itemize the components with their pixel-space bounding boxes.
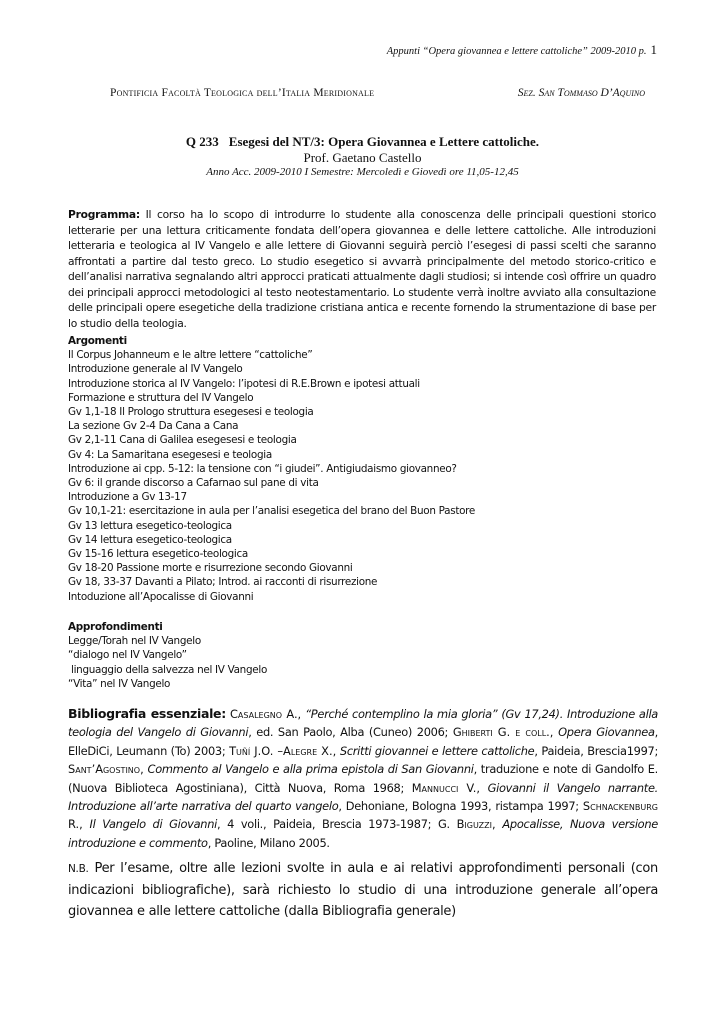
list-item: Il Corpus Johanneum e le altre lettere “cattoliche” [68,349,313,362]
bib-author: Ghiberti G. e coll., [452,725,554,740]
list-item: Formazione e struttura del IV Vangelo [68,391,254,404]
nota-bene-paragraph [68,858,658,922]
running-header-text: Appunti “Opera giovannea e lettere cattoliche” 2009-2010 p. [386,46,647,57]
bib-title: Commento al Vangelo e alla prima epistola di San Giovanni [147,762,474,777]
list-item: Legge/Torah nel IV Vangelo [68,635,201,648]
list-item: Introduzione a Gv 13-17 [68,491,187,504]
bib-author: Tuñí J.O. –Alegre X., [229,743,337,758]
nota-bene-text: Per l’esame, oltre alle lezioni svolte in aula e ai relativi approfondimenti personali (con indicazioni bibliografiche), sarà richiesto lo studio di una introduzione generale all’opera giovannea e alle lettere cattoliche (dalla Bibliografia generale) [68,861,658,919]
list-item: Gv 18-20 Passione morte e risurrezione secondo Giovanni [68,562,353,575]
list-item: Gv 2,1-11 Cana di Galilea esegesesi e teologia [68,434,297,447]
page-number: 1 [650,42,657,57]
bib-title: Opera Giovannea [558,725,655,740]
course-year: Anno Acc. 2009-2010 I Semestre: Mercoledì e Giovedì ore 11,05-12,45 [206,166,519,178]
bib-author: Casalegno A., [229,707,302,721]
course-title [0,134,725,150]
list-item: Introduzione generale al IV Vangelo [68,363,243,376]
bib-publisher: , ElleDiCi, Leumann (To) 2003; [68,725,658,758]
bib-publisher: , Paideia, Brescia1997; [534,743,659,758]
bib-author: Schnackenburg R., [68,799,658,832]
bib-publisher: , Dehoniane, Bologna 1993, ristampa 1997; [338,799,579,814]
institution-line [110,87,645,99]
list-item: Gv 13 lettura esegetico-teologica [68,519,232,532]
list-item: “dialogo nel IV Vangelo” [68,649,187,662]
bib-author: Mannucci V., [411,780,480,795]
bib-title: “Perché contemplino la mia gloria” (Gv 17,24). Introduzione alla teologia del Vangelo di Giovanni [68,707,658,740]
list-item: La sezione Gv 2-4 Da Cana a Cana [68,420,239,433]
approfondimenti-section [68,620,658,691]
list-item: Gv 6: il grande discorso a Cafarnao sul pane di vita [68,477,319,490]
bib-title: Scritti giovannei e lettere cattoliche [339,743,535,758]
institution-name: Pontificia Facoltà Teologica dell’Italia Meridionale [110,87,375,99]
list-item: Gv 14 lettura esegetico-teologica [68,533,232,546]
bib-author: Biguzzi, [456,817,496,832]
running-header [387,42,657,58]
course-professor: Prof. Gaetano Castello [303,150,422,165]
approfondimenti-heading: Approfondimenti [68,621,163,633]
bibliografia-heading: Bibliografia essenziale: [68,706,226,721]
bibliografia-paragraph [68,705,658,852]
list-item: Gv 10,1-21: esercitazione in aula per l’analisi esegetica del brano del Buon Pastore [68,505,475,518]
programma-text: Il corso ha lo scopo di introdurre lo studente alla conoscenza delle principali questioni storico letterarie per una lettura criticamente fondata dell’opera giovannea e delle lettere cattoliche. Alle introduzioni letteraria e teologica al IV Vangelo e alle lettere di Giovanni seguirà perciò l’esegesi di passi scelti che saranno affrontati a partire dal testo greco. Lo studio esegetico si avvarrà principalmente del metodo storico-critico e dell’analisi narrativa segnalando altri approcci praticati attualmente dagli studiosi; si intende così offrire un quadro dei principali approcci metodologici al testo neotestamentario. Lo studente verrà inoltre avviato alla consultazione delle principali opere esegetiche della tradizione cristiana antica e recente fornendo la strumentazione di base per lo studio della teologia. [68,208,657,330]
argomenti-heading: Argomenti [68,335,127,347]
course-code: Q 233 [185,134,219,149]
bib-title: Giovanni il Vangelo narrante. Introduzione all’arte narrativa del quarto vangelo [68,780,658,814]
bib-publisher: , 4 voli., Paideia, Brescia 1973-1987; G. [217,817,450,832]
list-item: “Vita” nel IV Vangelo [68,677,171,690]
programma-paragraph [68,207,656,331]
course-header [0,134,725,179]
course-title-text: Esegesi del NT/3: Opera Giovannea e Lettere cattoliche. [228,134,540,149]
argomenti-section [68,334,658,604]
bib-author: Sant’Agostino, [68,762,144,777]
bib-publisher: , traduzione e note di Gandolfo E. (Nuova Biblioteca Agostiniana), Città Nuova, Roma 1968; [68,762,658,795]
list-item: Gv 1,1-18 Il Prologo struttura esegesesi e teologia [68,406,314,419]
list-item: Gv 18, 33-37 Davanti a Pilato; Introd. ai racconti di risurrezione [68,576,378,589]
list-item: Gv 15-16 lettura esegetico-teologica [68,548,248,561]
bib-title: Apocalisse, Nuova versione introduzione e commento [68,817,658,850]
list-item: Introduzione ai cpp. 5-12: la tensione con “i giudei”. Antigiudaismo giovanneo? [68,462,457,475]
bib-title: Il Vangelo di Giovanni [89,817,218,832]
programma-label: Programma: [68,208,140,221]
list-item: linguaggio della salvezza nel IV Vangelo [68,663,267,676]
list-item: Gv 4: La Samaritana esegesesi e teologia [68,448,272,461]
list-item: Intoduzione all’Apocalisse di Giovanni [68,590,254,603]
institution-section: Sez. San Tommaso D’Aquino [517,87,645,99]
bib-publisher: , ed. San Paolo, Alba (Cuneo) 2006; [248,725,449,740]
nota-bene-label: N.B. [68,863,89,875]
bib-publisher: , Paoline, Milano 2005. [207,835,330,850]
list-item: Introduzione storica al IV Vangelo: l’ipotesi di R.E.Brown e ipotesi attuali [68,377,420,390]
